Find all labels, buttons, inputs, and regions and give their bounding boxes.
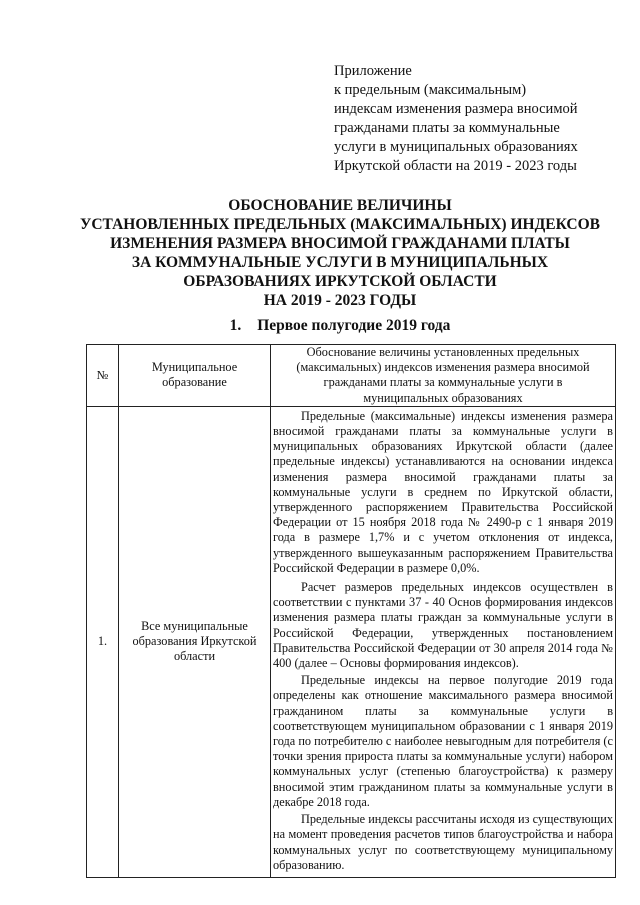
appendix-caption [334,62,624,176]
header-municipality-line: Муниципальное [151,360,238,375]
title-line: УСТАНОВЛЕННЫХ ПРЕДЕЛЬНЫХ (МАКСИМАЛЬНЫХ) ИНДЕКСОВ [79,216,601,233]
header-municipality [119,345,271,407]
justification-paragraph: Предельные индексы рассчитаны исходя из существующих на момент проведения расчетов типов благоустройства и набора коммунальных услуг по соответствующему муниципальному образованию. [273,812,613,872]
row-municipality: Все муниципальные образования Иркутской области [119,406,271,877]
header-justification-line: (максимальных) индексов изменения размера вносимой [296,360,590,375]
table-header-row [87,345,616,407]
justification-table [86,344,616,878]
title-line: НА 2019 - 2023 ГОДЫ [263,292,417,309]
justification-paragraph: Предельные (максимальные) индексы изменения размера вносимой гражданами платы за коммунальные услуги в муниципальных образованиях Иркутской области (далее предельные индексы) устанавливаются на основании индекса изменения размера вносимой гражданами платы за коммунальные услуги в среднем по Иркутской области, утвержденного распоряжением Правительства Российской Федерации от 15 ноября 2018 года № 2490-р с 1 января 2019 года в размере 1,7% и с учетом отклонения от индекса, утвержденного вышеуказанным распоряжением Правительства Российской Федерации в размере 0,0%. [273,408,613,575]
appendix-line: услуги в муниципальных образованиях [334,139,578,155]
header-municipality-line: образование [162,375,227,390]
table-row [87,406,616,877]
justification-paragraph: Предельные индексы на первое полугодие 2019 года определены как отношение максимального размера вносимой гражданином платы за коммунальные услуги в соответствующем муниципальном образовании с 1 января 2019 года по потребителю с наиболее невыгодным для потребителя (с точки зрения прироста платы за коммунальные услуги) набором коммунальных услуг (степенью благоустройства) к размеру вносимой этим гражданином платы за коммунальные услуги в декабре 2018 года. [273,673,613,809]
document-title [40,196,640,310]
appendix-line: индексам изменения размера вносимой [334,101,578,117]
section-heading [40,316,640,335]
title-line: ОБРАЗОВАНИЯХ ИРКУТСКОЙ ОБЛАСТИ [183,273,497,290]
appendix-line: Иркутской области на 2019 - 2023 годы [334,158,577,174]
header-num: № [87,345,119,407]
title-line: ОБОСНОВАНИЕ ВЕЛИЧИНЫ [228,197,452,214]
title-line: ЗА КОММУНАЛЬНЫЕ УСЛУГИ В МУНИЦИПАЛЬНЫХ [131,254,549,271]
header-justification-line: Обоснование величины установленных предельных [306,345,580,359]
section-title: Первое полугодие 2019 года [257,317,451,334]
section-number: 1. [229,317,242,334]
header-justification-line: муниципальных образованиях [363,390,523,405]
appendix-line: к предельным (максимальным) [334,82,527,98]
row-num: 1. [87,406,119,877]
header-justification-line: гражданами платы за коммунальные услуги в [323,375,563,390]
appendix-line: Приложение [334,63,412,79]
justification-paragraph: Расчет размеров предельных индексов осуществлен в соответствии с пунктами 37 - 40 Основ формирования индексов изменения размера платы граждан за коммунальные услуги в Российской Федерации, утвержденных постановлением Правительства Российской Федерации от 30 апреля 2014 года № 400 (далее – Основы формирования индексов). [273,580,613,671]
row-justification [271,406,616,877]
title-line: ИЗМЕНЕНИЯ РАЗМЕРА ВНОСИМОЙ ГРАЖДАНАМИ ПЛАТЫ [110,235,570,252]
appendix-line: гражданами платы за коммунальные [334,120,560,136]
header-justification [271,345,616,407]
